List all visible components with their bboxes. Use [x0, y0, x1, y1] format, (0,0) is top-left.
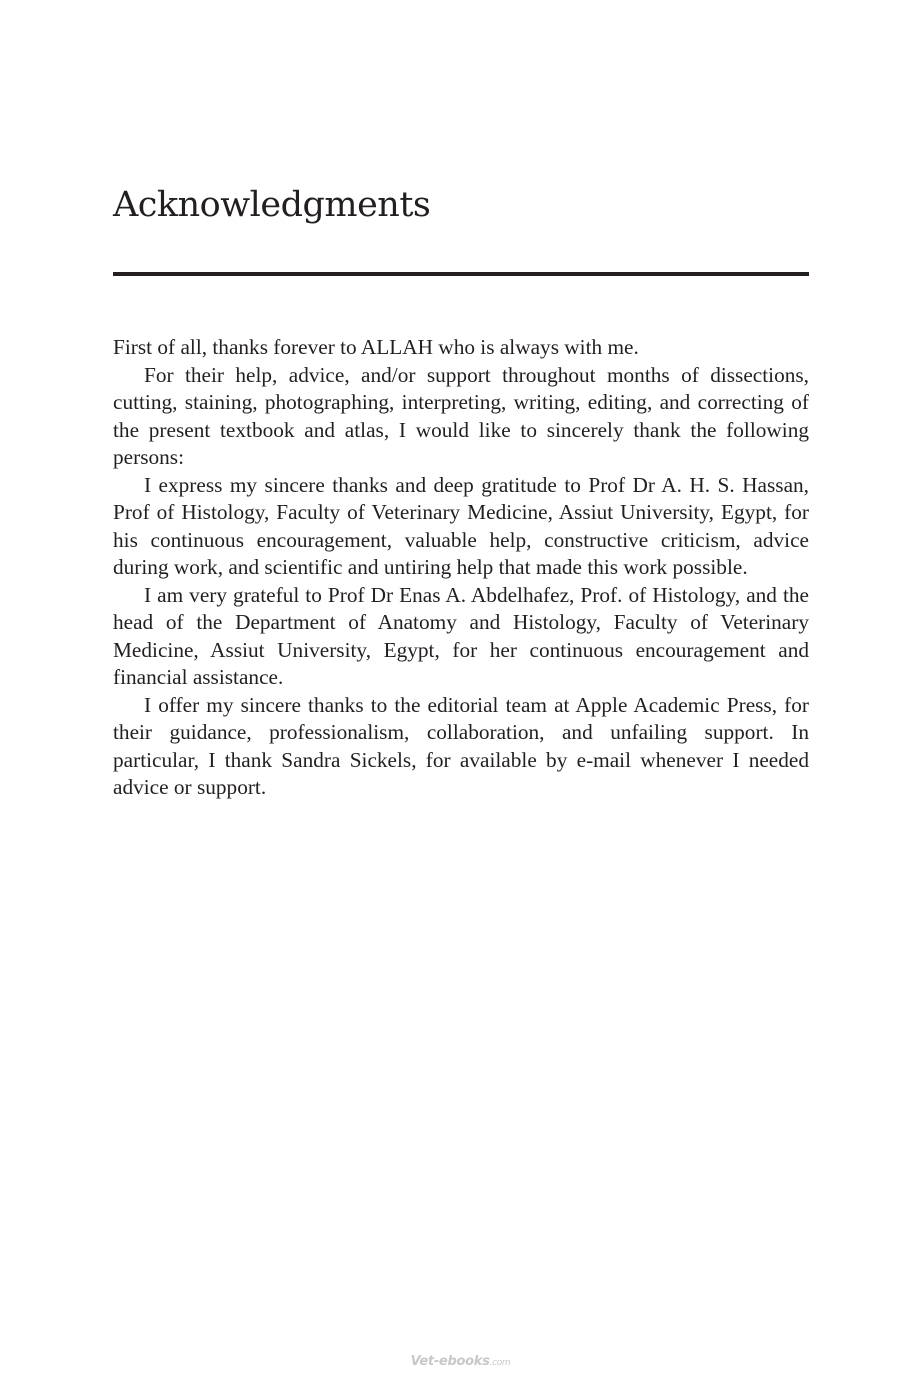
watermark-main: Vet-ebooks [410, 1354, 490, 1369]
title-divider [113, 272, 809, 276]
paragraph-help: For their help, advice, and/or support throughout months of dissections, cutting, staining, photographing, interpreting, writing, editing, and correcting of the present textbook and atlas, I would like to sincerely thank the following persons: [113, 362, 809, 469]
paragraph-hassan: I express my sincere thanks and deep gratitude to Prof Dr A. H. S. Hassan, Prof of Histology, Faculty of Veterinary Medicine, Assiut University, Egypt, for his continuous encouragement, valuable help, constructive criticism, advice during work, and scientific and untiring help that made this work possible. [113, 472, 809, 579]
paragraph-opening: First of all, thanks forever to ALLAH who is always with me. [113, 335, 639, 359]
paragraph-abdelhafez: I am very grateful to Prof Dr Enas A. Abdelhafez, Prof. of Histology, and the head of the Department of Anatomy and Histology, Faculty of Veterinary Medicine, Assiut University, Egypt, for her continuous encouragement and financial assistance. [113, 582, 809, 689]
acknowledgments-body [113, 334, 809, 802]
watermark-logo [0, 1354, 921, 1369]
page-title: Acknowledgments [113, 185, 431, 225]
watermark-suffix: .com [489, 1358, 511, 1368]
paragraph-editorial: I offer my sincere thanks to the editorial team at Apple Academic Press, for their guidance, professionalism, collaboration, and unfailing support. In particular, I thank Sandra Sickels, for available by e-mail whenever I needed advice or support. [113, 692, 809, 799]
